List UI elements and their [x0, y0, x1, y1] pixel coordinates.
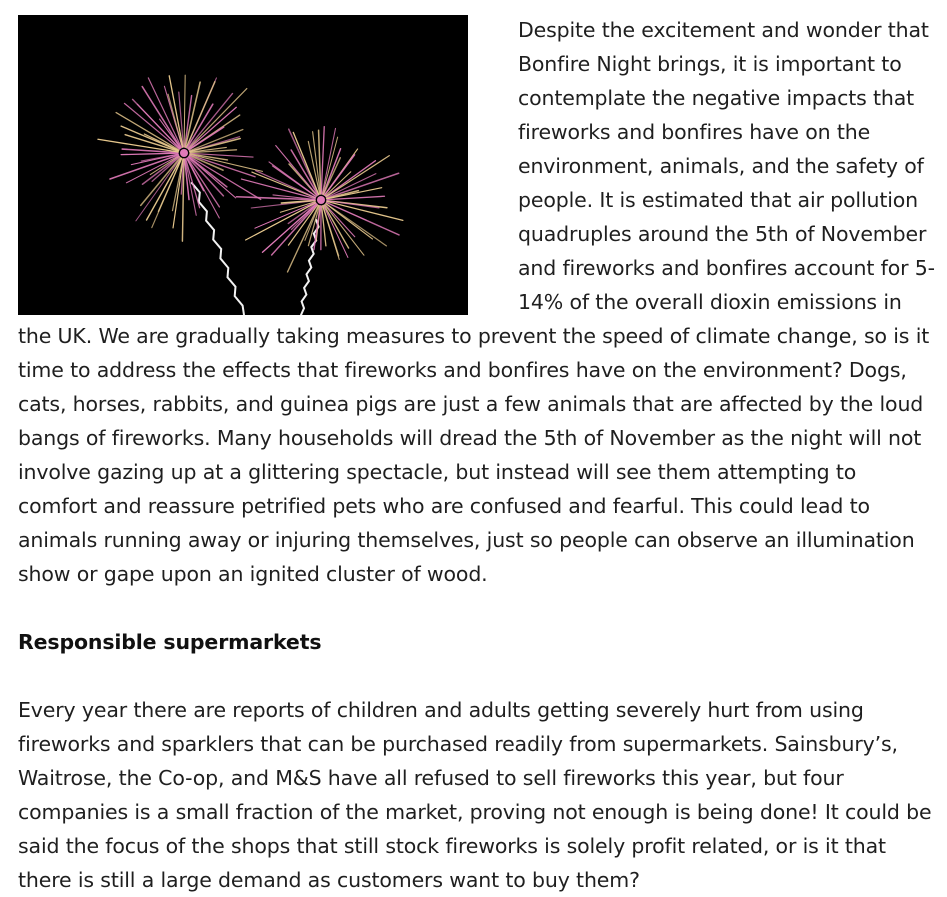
section-heading-responsible-supermarkets: Responsible supermarkets	[18, 630, 322, 654]
burst-core	[317, 196, 325, 204]
article-paragraph-1: Despite the excitement and wonder that Bonfire Night brings, it is important to contemplate the negative impacts that fireworks and bonfires have on the environment, animals, and the safety of people. It is estimated that air pollution quadruples around the 5th of November and fireworks and bonfires account for 5-14% of the overall dioxin emissions in the UK. We are gradually taking measures to prevent the speed of climate change, so is it time to address the effects that fireworks and bonfires have on the environment? Dogs, cats, horses, rabbits, and guinea pigs are just a few animals that are affected by the loud bangs of fireworks. Many households will dread the 5th of November as the night will not involve gazing up at a glittering spectacle, but instead will see them attempting to comfort and reassure petrified pets who are confused and fearful. This could lead to animals running away or injuring themselves, just so people can observe an illumination show or gape upon an ignited cluster of wood.	[18, 18, 935, 586]
burst-core	[180, 149, 188, 157]
article-paragraph-2: Every year there are reports of children and adults getting severely hurt from using fireworks and sparklers that can be purchased readily from supermarkets. Sainsbury’s, Waitrose, the Co-op, and M&S have all refused to sell fireworks this year, but four companies is a small fraction of the market, proving not enough is being done! It could be said the focus of the shops that still stock fireworks is solely profit related, or is it that there is still a large demand as customers want to buy them?	[18, 698, 932, 892]
fireworks-image-svg	[18, 15, 468, 315]
article-body	[18, 15, 938, 897]
fireworks-photo-icon	[18, 15, 468, 315]
